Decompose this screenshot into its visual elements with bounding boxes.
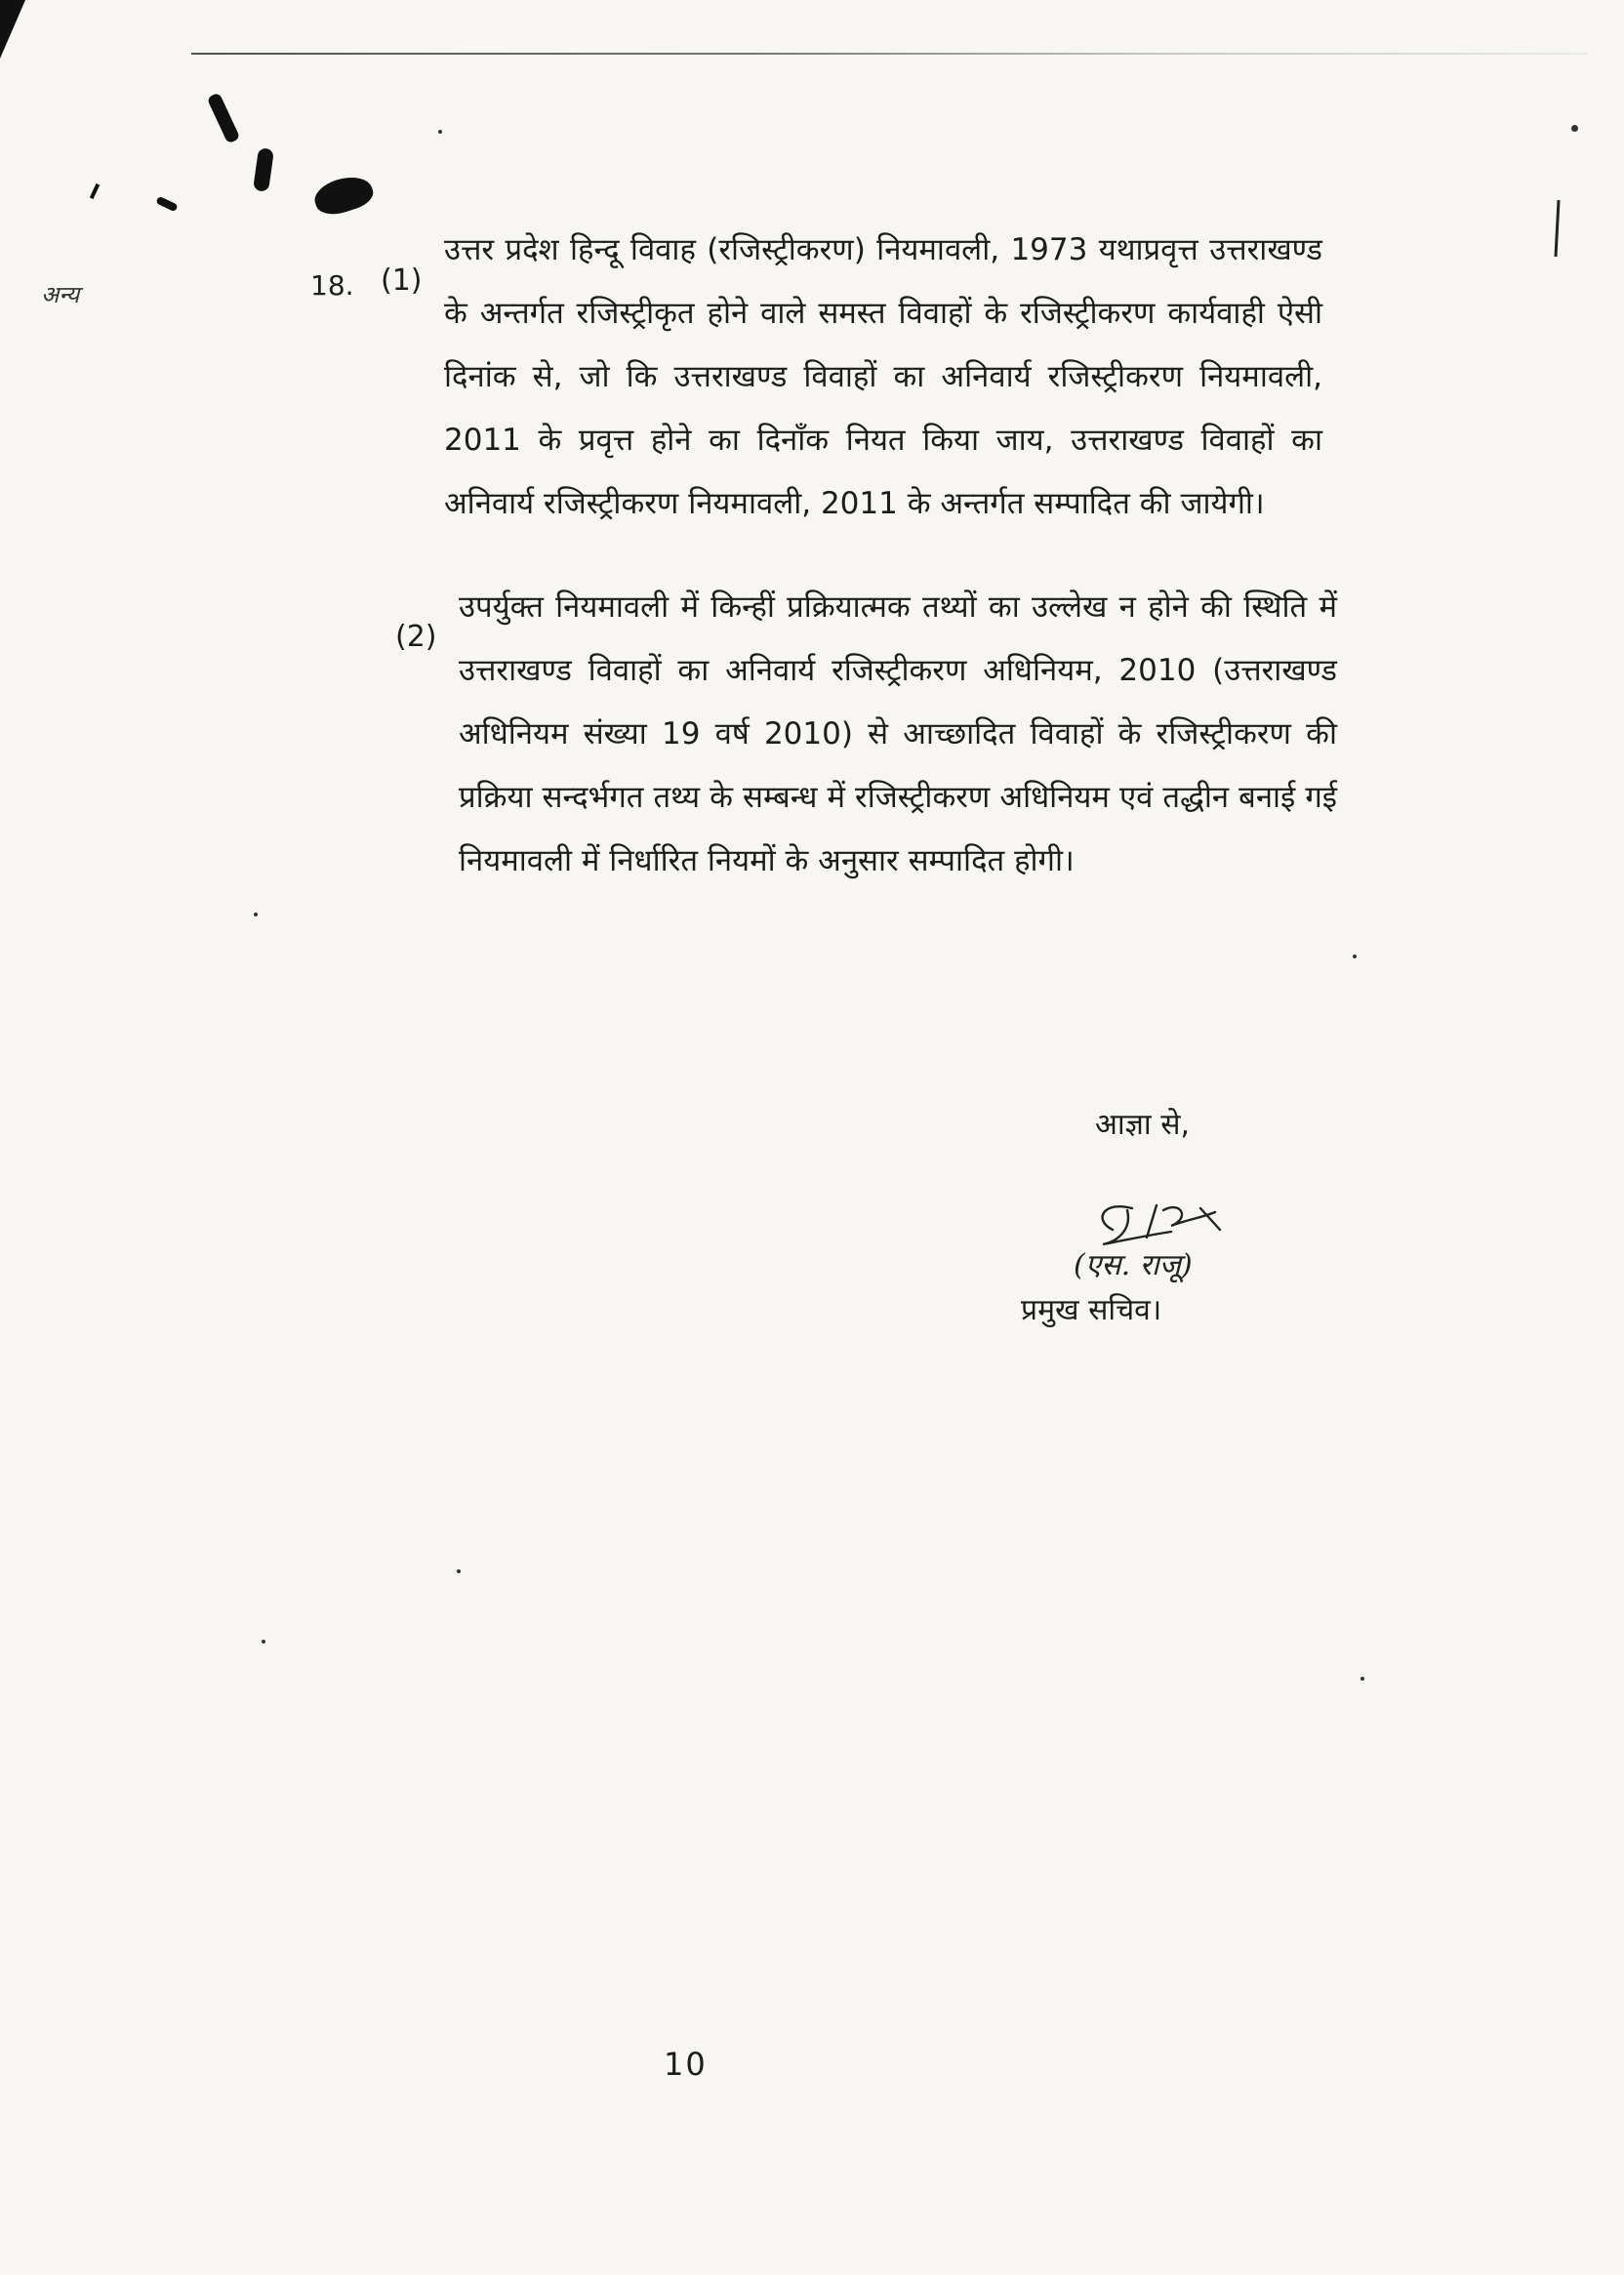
speck (1353, 955, 1357, 958)
speck (1360, 1677, 1364, 1681)
speck (438, 130, 442, 134)
scan-top-rule (191, 53, 1587, 55)
closing-phrase: आज्ञा से, (1095, 1108, 1191, 1142)
ink-blot (155, 196, 178, 213)
margin-tick (1554, 200, 1560, 257)
margin-note: अन्य (41, 281, 80, 308)
ink-blot (253, 147, 274, 192)
rule-number: 18. (310, 269, 354, 302)
speck (457, 1569, 461, 1573)
ink-blot (207, 92, 241, 143)
speck (262, 1640, 265, 1644)
ink-blot (90, 183, 100, 199)
signatory-name: (एस. राजू) (1074, 1248, 1193, 1282)
signatory-designation: प्रमुख सचिव। (1021, 1293, 1162, 1327)
clause-1-label: (1) (381, 264, 423, 298)
ink-blot (310, 171, 377, 221)
speck (1571, 125, 1578, 132)
clause-2-label: (2) (395, 620, 437, 654)
speck (254, 913, 258, 916)
page-number: 10 (664, 2046, 708, 2083)
scan-corner-mark (0, 0, 25, 59)
clause-2-text: उपर्युक्त नियमावली में किन्हीं प्रक्रियात्मक तथ्यों का उल्लेख न होने की स्थिति में उत्तराखण्ड विवाहों का अनिवार्य रजिस्ट्रीकरण अधिनियम, 2010 (उत्तराखण्ड अधिनियम संख्या 19 वर्ष 2010) से आच्छादित विवाहों के रजिस्ट्रीकरण की प्रक्रिया सन्दर्भगत तथ्य के सम्बन्ध में रजिस्ट्रीकरण अधिनियम एवं तद्धीन बनाई गई नियमावली में निर्धारित नियमों के अनुसार सम्पादित होगी। (459, 589, 1337, 878)
clause-1-text: उत्तर प्रदेश हिन्दू विवाह (रजिस्ट्रीकरण) नियमावली, 1973 यथाप्रवृत्त उत्तराखण्ड के अन्तर्गत रजिस्ट्रीकृत होने वाले समस्त विवाहों के रजिस्ट्रीकरण कार्यवाही ऐसी दिनांक से, जो कि उत्तराखण्ड विवाहों का अनिवार्य रजिस्ट्रीकरण नियमावली, 2011 के प्रवृत्त होने का दिनाँक नियत किया जाय, उत्तराखण्ड विवाहों का अनिवार्य रजिस्ट्रीकरण नियमावली, 2011 के अन्तर्गत सम्पादित की जायेगी। (444, 232, 1322, 521)
